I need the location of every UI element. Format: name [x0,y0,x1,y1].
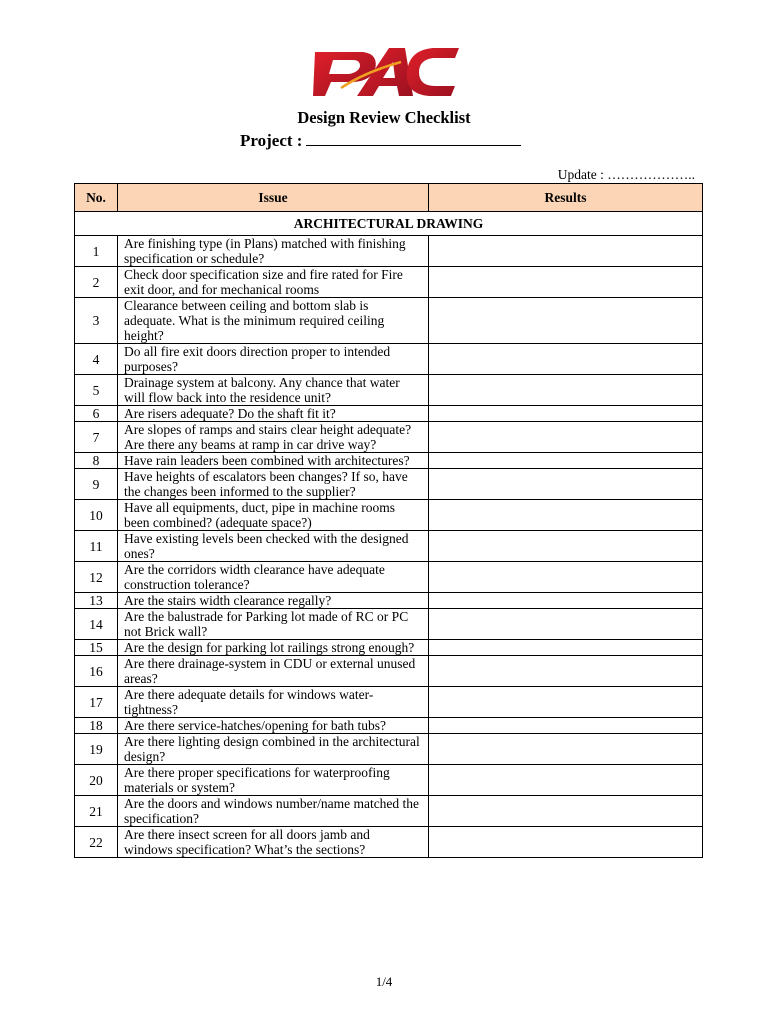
row-issue: Are there drainage-system in CDU or external unused areas? [118,656,429,687]
row-result-cell[interactable] [429,640,703,656]
row-number: 21 [75,796,118,827]
row-result-cell[interactable] [429,375,703,406]
row-number: 15 [75,640,118,656]
table-row [75,562,703,593]
row-number: 13 [75,593,118,609]
row-result-cell[interactable] [429,344,703,375]
row-number: 18 [75,718,118,734]
table-row [75,718,703,734]
row-number: 14 [75,609,118,640]
project-label: Project : [240,131,303,150]
row-number: 7 [75,422,118,453]
row-result-cell[interactable] [429,609,703,640]
column-header-no: No. [75,184,118,212]
row-issue: Are there adequate details for windows water-tightness? [118,687,429,718]
table-row [75,500,703,531]
row-result-cell[interactable] [429,267,703,298]
table-row [75,453,703,469]
table-row [75,375,703,406]
company-logo [305,42,465,98]
table-row [75,796,703,827]
row-issue: Are the design for parking lot railings strong enough? [118,640,429,656]
row-number: 1 [75,236,118,267]
row-number: 10 [75,500,118,531]
row-issue: Are the stairs width clearance regally? [118,593,429,609]
row-issue: Do all fire exit doors direction proper to intended purposes? [118,344,429,375]
table-row [75,344,703,375]
row-number: 9 [75,469,118,500]
table-row [75,593,703,609]
column-header-issue: Issue [118,184,429,212]
row-issue: Are there lighting design combined in the architectural design? [118,734,429,765]
update-field: Update : ……………….. [557,167,695,182]
row-number: 3 [75,298,118,344]
row-issue: Drainage system at balcony. Any chance that water will flow back into the residence unit? [118,375,429,406]
table-row [75,236,703,267]
row-issue: Are the corridors width clearance have adequate construction tolerance? [118,562,429,593]
row-result-cell[interactable] [429,656,703,687]
row-issue: Are risers adequate? Do the shaft fit it? [118,406,429,422]
section-title: ARCHITECTURAL DRAWING [75,212,703,236]
row-result-cell[interactable] [429,531,703,562]
row-result-cell[interactable] [429,718,703,734]
table-row [75,640,703,656]
table-row [75,827,703,858]
row-issue: Are slopes of ramps and stairs clear height adequate? Are there any beams at ramp in car drive way? [118,422,429,453]
table-row [75,609,703,640]
table-row [75,765,703,796]
row-number: 5 [75,375,118,406]
row-result-cell[interactable] [429,453,703,469]
row-result-cell[interactable] [429,406,703,422]
row-issue: Are the balustrade for Parking lot made of RC or PC not Brick wall? [118,609,429,640]
table-row [75,531,703,562]
table-row [75,422,703,453]
row-result-cell[interactable] [429,422,703,453]
row-issue: Are the doors and windows number/name matched the specification? [118,796,429,827]
checklist-table [74,183,703,858]
row-number: 11 [75,531,118,562]
row-result-cell[interactable] [429,765,703,796]
table-row [75,734,703,765]
row-issue: Are there insect screen for all doors jamb and windows specification? What’s the sections? [118,827,429,858]
row-result-cell[interactable] [429,469,703,500]
table-row [75,469,703,500]
row-issue: Check door specification size and fire rated for Fire exit door, and for mechanical rooms [118,267,429,298]
row-result-cell[interactable] [429,593,703,609]
row-number: 20 [75,765,118,796]
row-result-cell[interactable] [429,827,703,858]
project-blank-line[interactable] [306,131,521,146]
table-row [75,687,703,718]
table-header-row [75,184,703,212]
row-result-cell[interactable] [429,562,703,593]
row-number: 2 [75,267,118,298]
table-row [75,267,703,298]
project-field [240,131,521,151]
row-issue: Have all equipments, duct, pipe in machine rooms been combined? (adequate space?) [118,500,429,531]
row-number: 6 [75,406,118,422]
row-issue: Are there proper specifications for waterproofing materials or system? [118,765,429,796]
row-number: 16 [75,656,118,687]
row-issue: Have heights of escalators been changes? If so, have the changes been informed to the supplier? [118,469,429,500]
row-number: 8 [75,453,118,469]
table-row [75,298,703,344]
row-result-cell[interactable] [429,298,703,344]
row-number: 17 [75,687,118,718]
table-row [75,656,703,687]
row-result-cell[interactable] [429,500,703,531]
row-issue: Are there service-hatches/opening for bath tubs? [118,718,429,734]
row-number: 19 [75,734,118,765]
row-result-cell[interactable] [429,236,703,267]
document-title: Design Review Checklist [297,108,471,127]
row-result-cell[interactable] [429,734,703,765]
row-result-cell[interactable] [429,687,703,718]
row-issue: Have rain leaders been combined with architectures? [118,453,429,469]
page-number: 1/4 [375,974,393,989]
row-issue: Clearance between ceiling and bottom slab is adequate. What is the minimum required ceiling height? [118,298,429,344]
row-number: 12 [75,562,118,593]
row-result-cell[interactable] [429,796,703,827]
row-number: 4 [75,344,118,375]
row-issue: Are finishing type (in Plans) matched with finishing specification or schedule? [118,236,429,267]
table-row [75,406,703,422]
row-number: 22 [75,827,118,858]
column-header-results: Results [429,184,703,212]
row-issue: Have existing levels been checked with the designed ones? [118,531,429,562]
section-row [75,212,703,236]
